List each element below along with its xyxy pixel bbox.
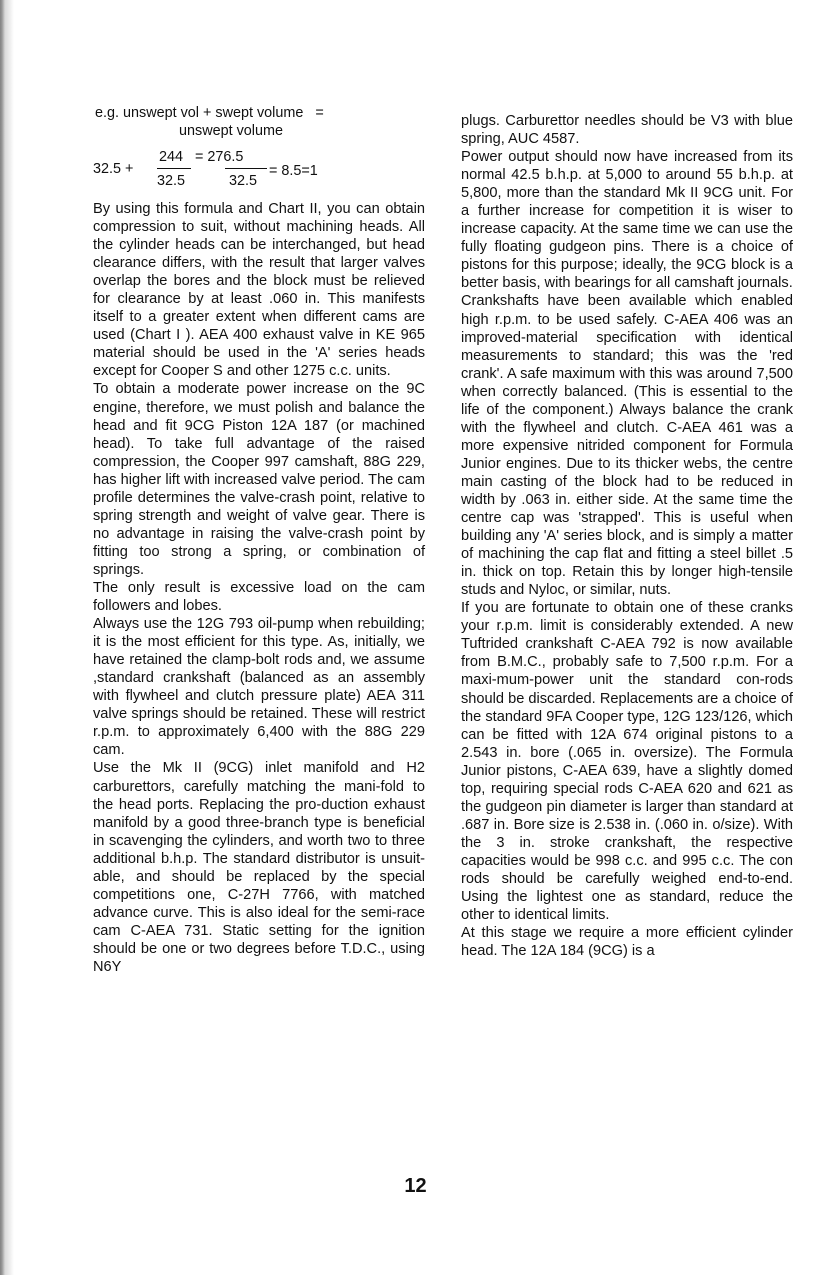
compression-formula — [93, 104, 425, 200]
paragraph: The only result is excessive load on the cam followers and lobes. — [93, 579, 425, 615]
formula-denominator: unswept volume — [179, 123, 283, 139]
scanned-page-edge — [0, 0, 16, 1275]
paragraph: To obtain a moderate power increase on the 9C engine, therefore, we must polish and balance the head and fit 9CG Piston 12A 187 (or machined head). To take full advantage of the raised compression, the Cooper 997 camshaft, 88G 229, has higher lift with increased valve period. The cam profile determines the valve-crash point, relative to spring strength and weight of valve gear. There is no advantage in raising the valve-crash point by fitting too strong a spring, or combination of springs. — [93, 381, 425, 578]
formula-denominator-1: 32.5 — [157, 173, 186, 189]
formula-equals-1: = 276.5 — [195, 149, 244, 165]
formula-numerator: 244 — [159, 149, 184, 165]
paragraph: Always use the 12G 793 oil-pump when rebuilding; it is the most efficient for this type. As, initially, we have retained the clamp-bolt rods and, we assume ,standard crankshaft (balanced as an assembly with flywheel and clutch pressure plate) AEA 311 valve springs should be retained. These will restrict r.p.m. to approximately 6,400 with the 88G 229 cam. — [93, 616, 425, 759]
paragraph: Power output should now have increased from its normal 42.5 b.h.p. at 5,000 to around 55 b.h.p. at 5,800, more than the standard Mk II 9CG unit. For a further increase for competition it is wiser to increase capacity. At the same time we can use the fully floating gudgeon pins. There is a choice of pistons for this purpose; ideally, the 9CG block is a better basis, with bearings for all camshaft journals. — [461, 149, 793, 292]
paragraph: At this stage we require a more efficient cylinder head. The 12A 184 (9CG) is a — [461, 925, 793, 960]
paragraph: Crankshafts have been available which enabled high r.p.m. to be used safely. C-AEA 406 was an improved-material specification with identical measurements to standard; this was the 'red crank'. A safe maximum with this was around 7,500 when correctly balanced. (This is essential to the life of the component.) Always balance the crank with the flywheel and clutch. C-AEA 461 was a more expensive nitrided component for Formula Junior engines. Due to its thicker webs, the centre main casting of the block had to be reduced in width by .063 in. either side. At the same time the centre cap was 'strapped'. This is useful when building any 'A' series block, and is simply a matter of machining the cap flat and fitting a steel billet .5 in. thick on top. Retain this by longer high-tensile studs and Nyloc, or similar, nuts. — [461, 293, 793, 599]
right-column — [461, 112, 793, 960]
fraction-bar-2 — [225, 168, 267, 169]
paragraph: Use the Mk II (9CG) inlet manifold and H2 carburettors, carefully matching the mani-fold to the head ports. Replacing the pro-duction exhaust manifold by a good three-branch type is beneficial in scavenging the cylinders, and worth two to three additional b.h.p. The standard distributor is unsuit-able, and should be replaced by the special competitions one, C-27H 7766, with matched advance curve. This is also ideal for the semi-race cam C-AEA 731. Static setting for the ignition should be one or two degrees before T.D.C., using N6Y — [93, 760, 425, 975]
paragraph: plugs. Carburettor needles should be V3 with blue spring, AUC 4587. — [461, 113, 793, 148]
left-column — [93, 104, 425, 976]
formula-result: = 8.5=1 — [269, 163, 318, 179]
formula-line-1-equals: = — [315, 105, 324, 121]
formula-denominator-2: 32.5 — [229, 173, 258, 189]
formula-line-2 — [93, 148, 423, 194]
fraction-bar — [157, 168, 191, 169]
formula-term-a: 32.5 + — [93, 161, 134, 177]
formula-line-1-text: e.g. unswept vol + swept volume — [95, 105, 304, 121]
paragraph: By using this formula and Chart II, you can obtain compression to suit, without machining heads. All the cylinder heads can be interchanged, but head clearance differs, with the result that larger valves overlap the bores and the block must be relieved for clearance by at least .060 in. This manifests itself to a greater extent when different cams are used (Chart I ). AEA 400 exhaust valve in KE 965 material should be used in the 'A' series heads except for Cooper S and other 1275 c.c. units. — [93, 201, 425, 380]
paragraph: If you are fortunate to obtain one of these cranks your r.p.m. limit is considerably extended. A new Tuftrided crankshaft C-AEA 792 is now available from B.M.C., probably safe to 7,500 r.p.m. For a maxi-mum-power unit the standard con-rods should be discarded. Replacements are a choice of the standard 9FA Cooper type, 12G 123/126, which can be fitted with 12A 674 original pistons to a 2.543 in. bore (.065 in. oversize). The Formula Junior pistons, C-AEA 639, have a slightly domed top, requiring special rods C-AEA 620 and 621 as the gudgeon pin diameter is larger than standard at .687 in. Bore size is 2.538 in. (.060 in. o/size). With the 3 in. stroke crankshaft, the respective capacities would be 998 c.c. and 995 c.c. The con rods should be carefully weighed end-to-end. Using the lightest one as standard, reduce the other to identical limits. — [461, 600, 793, 924]
page-number: 12 — [404, 1175, 427, 1197]
formula-line-1 — [95, 104, 324, 122]
